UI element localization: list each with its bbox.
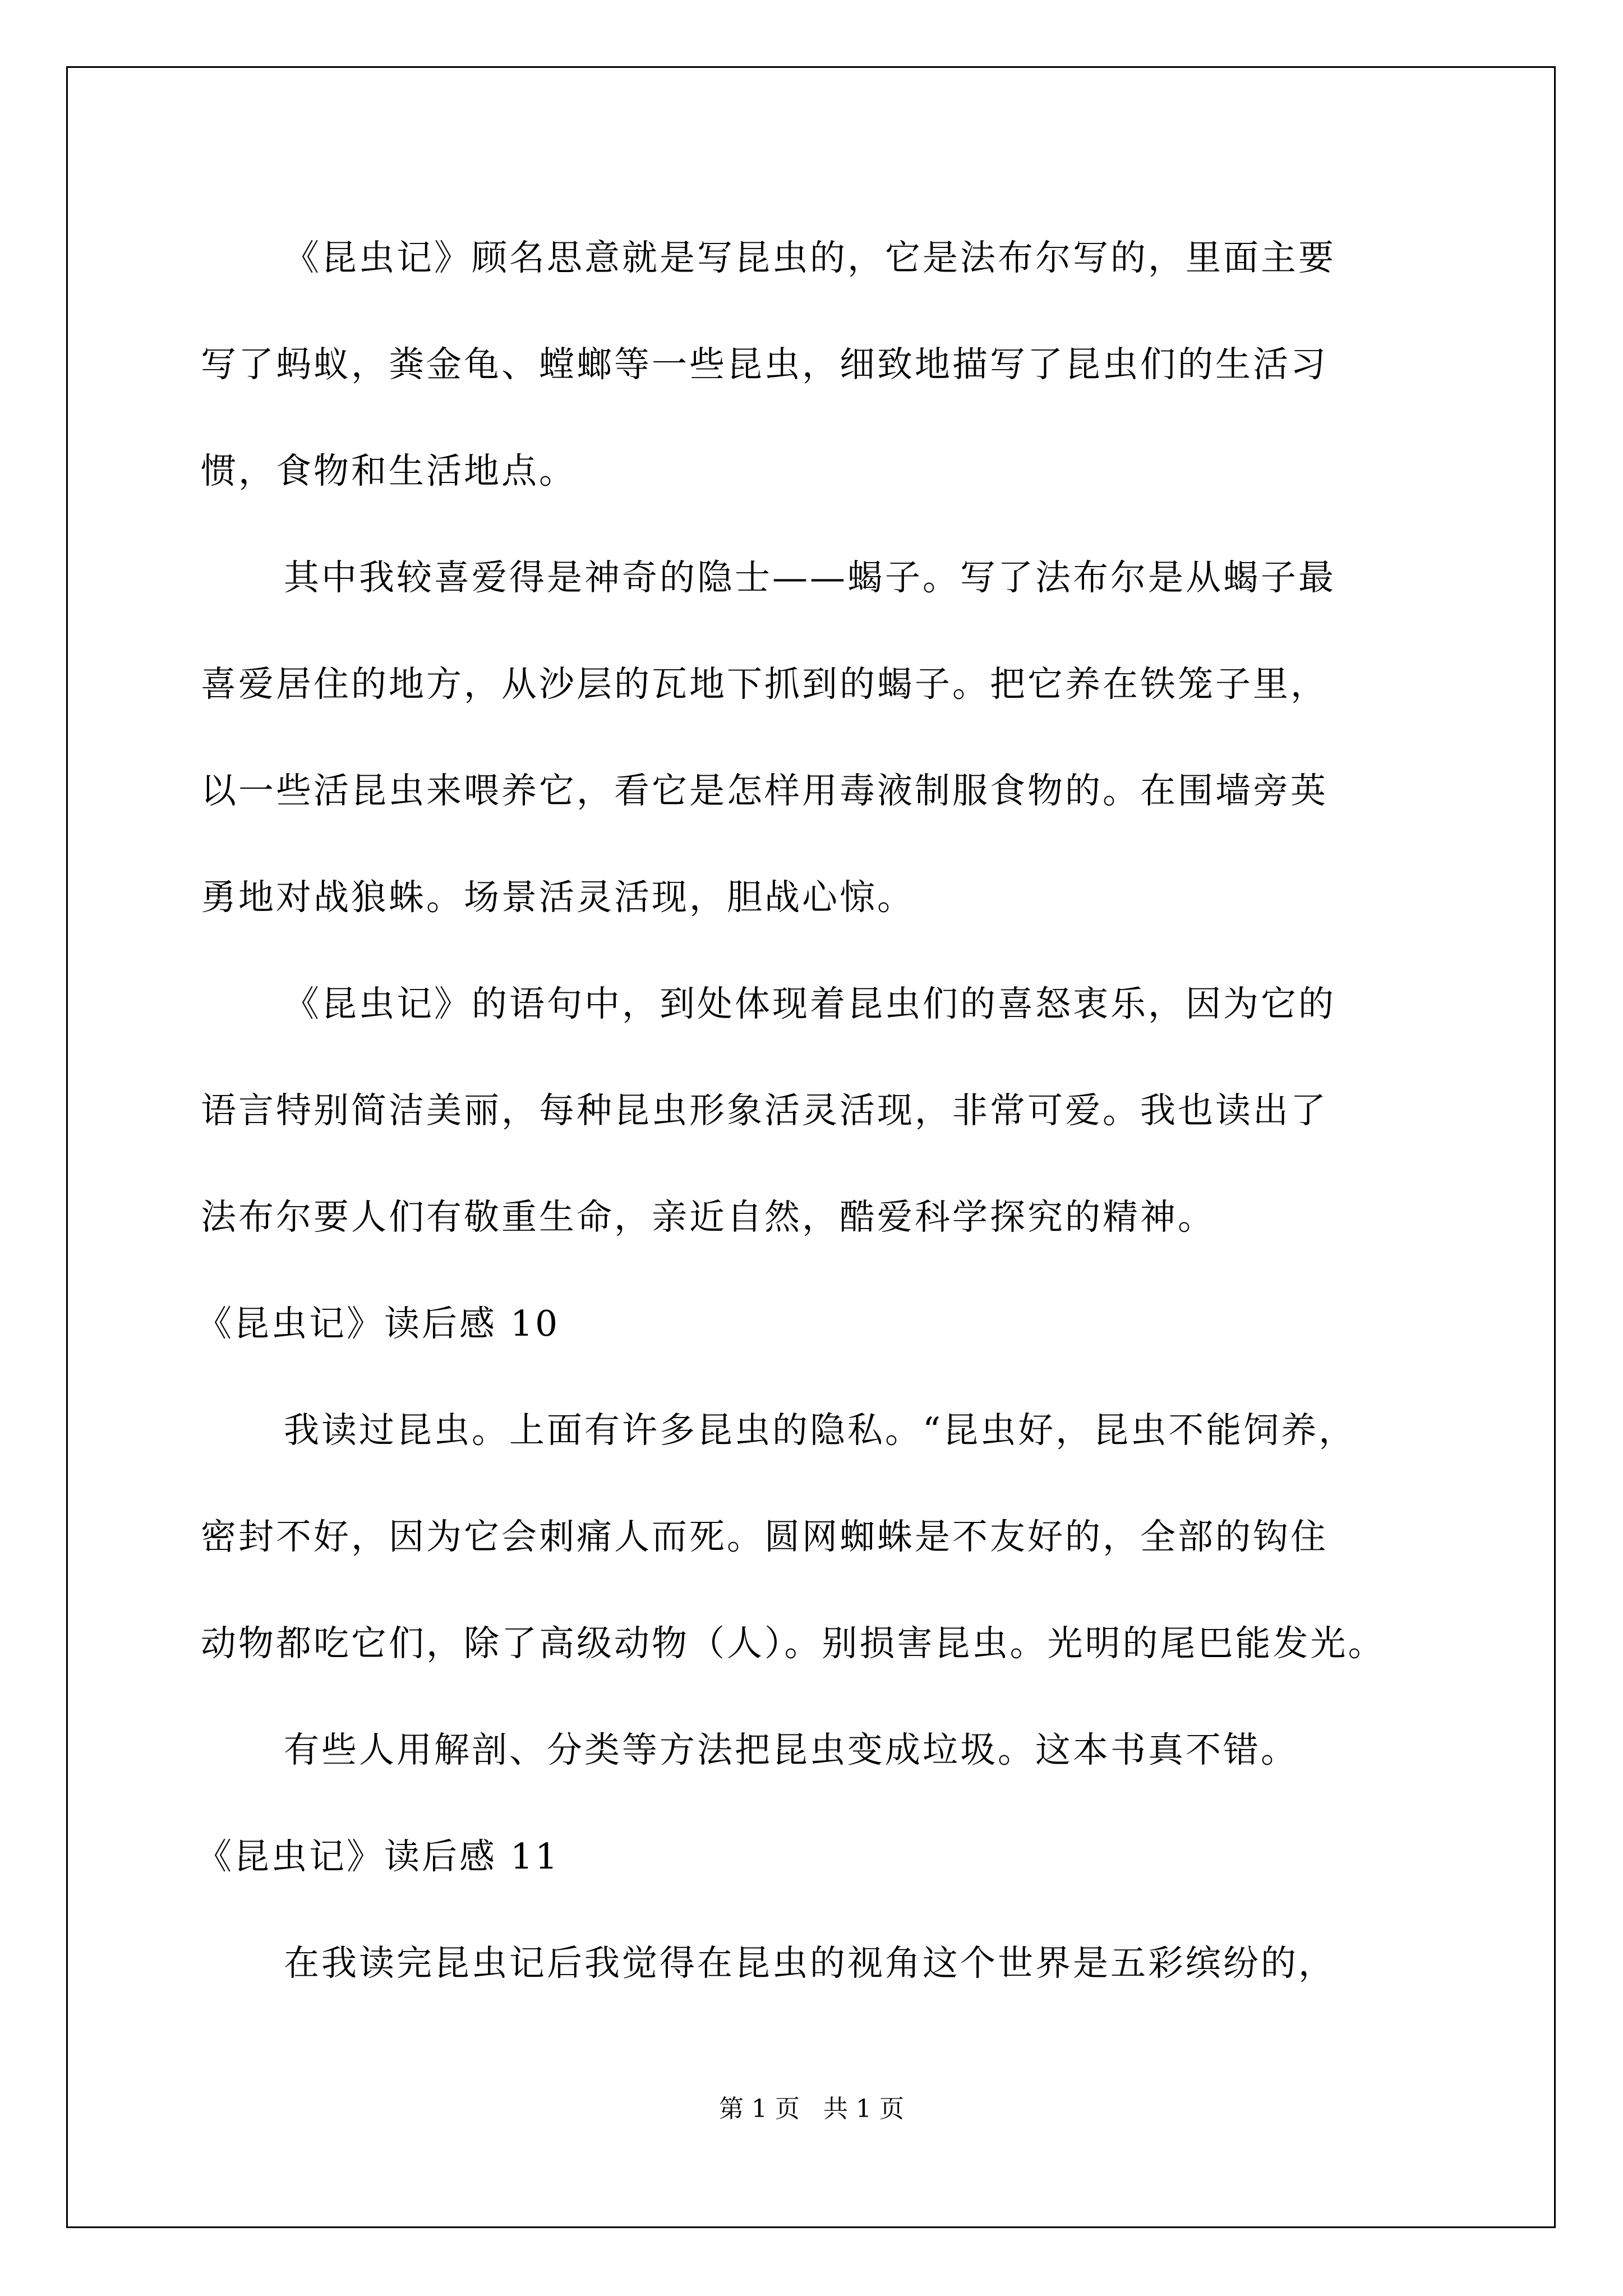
paragraph-line: 密封不好，因为它会刺痛人而死。圆网蜘蛛是不友好的，全部的钩住 <box>201 1516 1328 1557</box>
paragraph-line: 《昆虫记》的语句中，到处体现着昆虫们的喜怒衷乐，因为它的 <box>284 983 1336 1024</box>
section-heading: 《昆虫记》读后感 11 <box>196 1836 560 1877</box>
paragraph-line: 我读过昆虫。上面有许多昆虫的隐私。“昆虫好，昆虫不能饲养， <box>284 1410 1357 1451</box>
paragraph-line: 其中我较喜爱得是神奇的隐士——蝎子。写了法布尔是从蝎子最 <box>284 557 1336 598</box>
page-footer: 第 1 页 共 1 页 <box>719 2095 904 2123</box>
paragraph-line: 勇地对战狼蛛。场景活灵活现，胆战心惊。 <box>201 877 915 918</box>
paragraph-line: 语言特别简洁美丽，每种昆虫形象活灵活现，非常可爱。我也读出了 <box>201 1090 1328 1131</box>
paragraph-line: 以一些活昆虫来喂养它，看它是怎样用毒液制服食物的。在围墙旁英 <box>201 770 1328 811</box>
document-body <box>196 205 1446 2017</box>
paragraph-line: 动物都吃它们，除了高级动物（人）。别损害昆虫。光明的尾巴能发光。 <box>201 1623 1386 1664</box>
paragraph-line: 写了蚂蚁，粪金龟、螳螂等一些昆虫，细致地描写了昆虫们的生活习 <box>201 344 1328 385</box>
paragraph-line: 有些人用解剖、分类等方法把昆虫变成垃圾。这本书真不错。 <box>284 1729 1298 1770</box>
section-heading: 《昆虫记》读后感 10 <box>196 1303 560 1344</box>
paragraph-line: 惯，食物和生活地点。 <box>201 450 577 491</box>
paragraph-line: 在我读完昆虫记后我觉得在昆虫的视角这个世界是五彩缤纷的， <box>284 1943 1336 1984</box>
paragraph-line: 法布尔要人们有敬重生命，亲近自然，酷爱科学探究的精神。 <box>201 1197 1215 1237</box>
paragraph-line: 《昆虫记》顾名思意就是写昆虫的，它是法布尔写的，里面主要 <box>284 237 1336 278</box>
paragraph-line: 喜爱居住的地方，从沙层的瓦地下抓到的蝎子。把它养在铁笼子里， <box>201 664 1328 705</box>
